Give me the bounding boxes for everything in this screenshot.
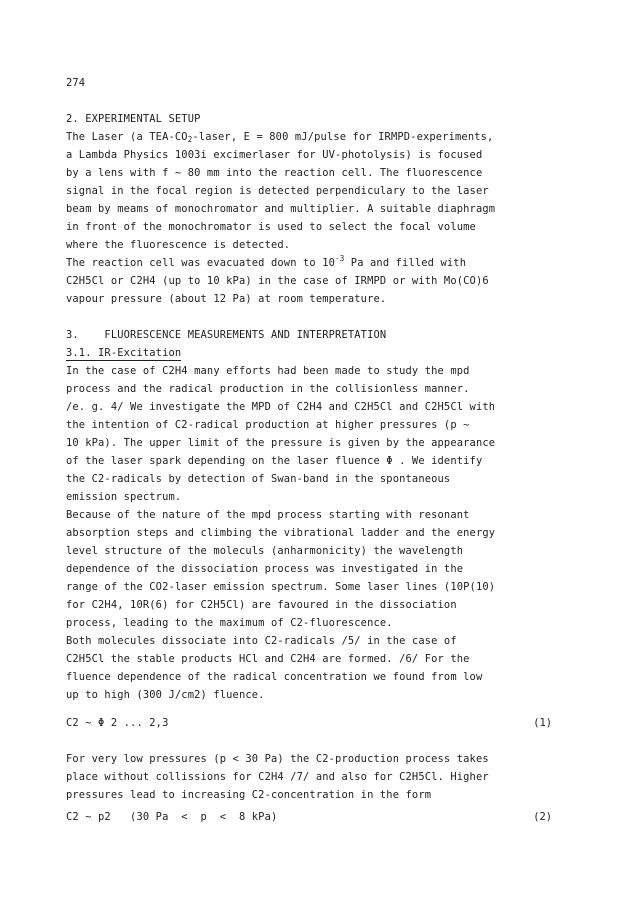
equation-2-number: (2)	[533, 811, 552, 823]
equation-1: C2 ∼ Φ 2 ... 2,3	[66, 717, 169, 729]
para-line: pressures lead to increasing C2-concentration in the form	[66, 789, 432, 801]
setup-pressure-line: The reaction cell was evacuated down to $10^{-3}$ Pa and filled with	[66, 254, 467, 269]
equation-2: C2 ∼ p2 (30 Pa < p < 8 kPa)	[66, 811, 278, 823]
setup-line-3: by a lens with f ∼ 80 mm into the reaction cell. The fluorescence	[66, 167, 483, 179]
para-line: range of the CO2-laser emission spectrum. Some laser lines (10P(10)	[66, 581, 496, 593]
equation-1-number: (1)	[533, 717, 552, 729]
para-line: Both molecules dissociate into C2-radicals /5/ in the case of	[66, 635, 457, 647]
setup-vapour-line: vapour pressure (about 12 Pa) at room temperature.	[66, 293, 387, 305]
para-line: process, leading to the maximum of C2-fluorescence.	[66, 617, 393, 629]
setup-line-7: where the fluorescence is detected.	[66, 239, 291, 251]
para-line: In the case of C2H4 many efforts had been made to study the mpd	[66, 365, 470, 377]
para-line: dependence of the dissociation process was investigated in the	[66, 563, 464, 575]
subsection-underline: 3.1. IR-Excitation	[66, 347, 182, 359]
para-line: the intention of C2-radical production at higher pressures (p ∼	[66, 419, 470, 431]
para-line: emission spectrum.	[66, 491, 182, 503]
para-line: up to high (300 J/cm2) fluence.	[66, 689, 265, 701]
setup-fill-line: C2H5Cl or C2H4 (up to 10 kPa) in the case of IRMPD or with Mo(CO)6	[66, 275, 489, 287]
setup-line-4: signal in the focal region is detected perpendiculary to the laser	[66, 185, 489, 197]
setup-line-2: a Lambda Physics 1003i excimerlaser for UV-photolysis) is focused	[66, 149, 483, 161]
page-number: 274	[66, 77, 86, 89]
para-line: absorption steps and climbing the vibrational ladder and the energy	[66, 527, 496, 539]
setup-line-1: The Laser (a TEA-$CO_2$-laser, E = 800 mJ/pulse for IRMPD-experiments,	[66, 131, 494, 144]
para-line: fluence dependence of the radical concentration we found from low	[66, 671, 483, 683]
para-line: the C2-radicals by detection of Swan-band in the spontaneous	[66, 473, 451, 485]
para-line: C2H5Cl the stable products HCl and C2H4 are formed. /6/ For the	[66, 653, 470, 665]
setup-line-5: beam by meams of monochromator and multiplier. A suitable diaphragm	[66, 203, 496, 215]
para-line: place without collissions for C2H4 /7/ and also for C2H5Cl. Higher	[66, 771, 489, 783]
para-line: Because of the nature of the mpd process starting with resonant	[66, 509, 470, 521]
para-line: of the laser spark depending on the laser fluence Φ . We identify	[66, 455, 483, 467]
setup-line-6: in front of the monochromator is used to select the focal volume	[66, 221, 476, 233]
subsection-3-1-heading	[66, 346, 181, 360]
para-line: process and the radical production in the collisionless manner.	[66, 383, 470, 395]
section-3-heading: 3. FLUORESCENCE MEASUREMENTS AND INTERPRETATION	[66, 329, 387, 341]
section-2-heading: 2. EXPERIMENTAL SETUP	[66, 113, 201, 125]
para-line: For very low pressures (p < 30 Pa) the C2-production process takes	[66, 753, 489, 765]
para-line: for C2H4, 10R(6) for C2H5Cl) are favoured in the dissociation	[66, 599, 457, 611]
para-line: /e. g. 4/ We investigate the MPD of C2H4 and C2H5Cl and C2H5Cl with	[66, 401, 496, 413]
para-line: 10 kPa). The upper limit of the pressure is given by the appearance	[66, 437, 496, 449]
para-line: level structure of the moleculs (anharmonicity) the wavelength	[66, 545, 464, 557]
